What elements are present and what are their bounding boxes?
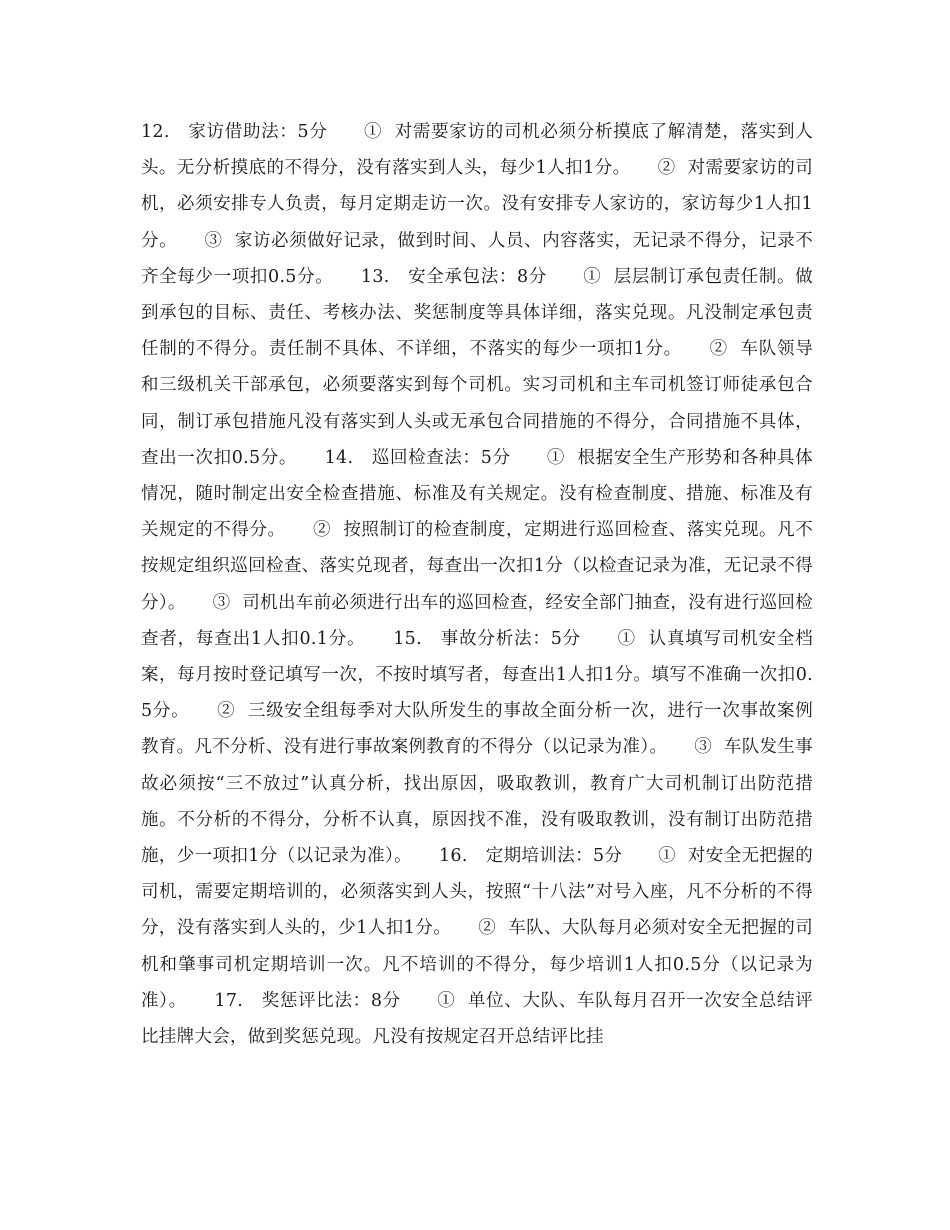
section-16-regular-training: 16. 定期培训法：5分 ① 对安全无把握的司机，需要定期培训的，必须落实到人头，按照“十八法”对号入座，凡不分析的不得分，没有落实到人头的，少1人扣1分。 ② 车队、大队每月必须对安全无把握的司机和肇事司机定期培训一次。凡不培训的不得分，每少培训1人扣0.5分（以记录为准）。 [141,846,813,1011]
section-12-home-visit: 12. 家访借助法：5分 ① 对需要家访的司机必须分析摸底了解清楚，落实到人头。无分析摸底的不得分，没有落实到人头，每少1人扣1分。 ② 对需要家访的司机，必须安排专人负责，每月定期走访一次。没有安排专人家访的，家访每少1人扣1分。 ③ 家访必须做好记录，做到时间、人员、内容落实，无记录不得分，记录不齐全每少一项扣0.5分。 [141,122,813,287]
body-paragraph [141,114,813,1055]
section-15-accident-analysis: 15. 事故分析法：5分 ① 认真填写司机安全档案，每月按时登记填写一次，不按时填写者，每查出1人扣1分。填写不准确一次扣0.5分。 ② 三级安全组每季对大队所发生的事故全面分析一次，进行一次事故案例教育。凡不分析、没有进行事故案例教育的不得分（以记录为准）。 ③ 车队发生事故必须按“三不放过”认真分析，找出原因，吸取教训，教育广大司机制订出防范措施。不分析的不得分，分析不认真，原因找不准，没有吸取教训，没有制订出防范措施，少一项扣1分（以记录为准）。 [141,628,813,867]
section-14-patrol-inspection: 14. 巡回检查法：5分 ① 根据安全生产形势和各种具体情况，随时制定出安全检查措施、标准及有关规定。没有检查制度、措施、标准及有关规定的不得分。 ② 按照制订的检查制度，定期进行巡回检查、落实兑现。凡不按规定组织巡回检查、落实兑现者，每查出一次扣1分（以检查记录为准，无记录不得分）。 ③ 司机出车前必须进行出车的巡回检查，经安全部门抽查，没有进行巡回检查者，每查出1人扣0.1分。 [141,447,813,649]
section-13-safety-contract: 13. 安全承包法：8分 ① 层层制订承包责任制。做到承包的目标、责任、考核办法、奖惩制度等具体详细，落实兑现。凡没制定承包责任制的不得分。责任制不具体、不详细，不落实的每少一项扣1分。 ② 车队领导和三级机关干部承包，必须要落实到每个司机。实习司机和主车司机签订师徒承包合同，制订承包措施凡没有落实到人头或无承包合同措施的不得分，合同措施不具体，查出一次扣0.5分。 [141,266,813,468]
section-17-reward-evaluation: 17. 奖惩评比法：8分 ① 单位、大队、车队每月召开一次安全总结评比挂牌大会，做到奖惩兑现。凡没有按规定召开总结评比挂 [141,990,813,1048]
